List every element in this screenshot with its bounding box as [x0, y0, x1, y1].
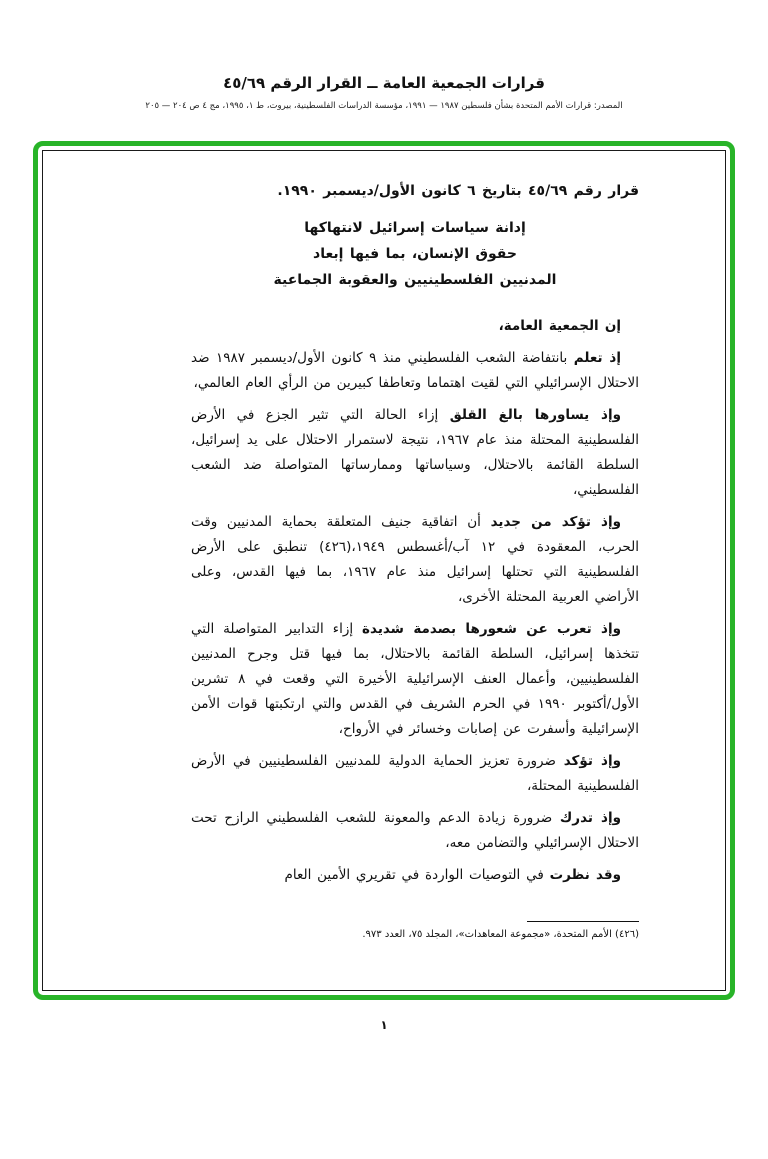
paragraph: وإذ تؤكد ضرورة تعزيز الحماية الدولية للمدنيين الفلسطينيين في الأرض الفلسطينية المحتلة،	[191, 753, 639, 794]
heading-line: إدانة سياسات إسرائيل لانتهاكها	[304, 220, 526, 236]
heading-line: المدنيين الفلسطينيين والعقوبة الجماعية	[273, 272, 557, 288]
paragraph-lead: إن الجمعية العامة،	[498, 318, 621, 334]
paragraph-lead: وإذ يساورها بالغ القلق	[449, 407, 621, 423]
green-border-frame	[33, 141, 735, 1000]
paragraph: وقد نظرت في التوصيات الواردة في تقريري الأمين العام	[284, 867, 621, 883]
page-header-title: قرارات الجمعية العامة ــ القرار الرقم ٤٥/٦٩	[223, 74, 545, 92]
paragraph: وإذ تعرب عن شعورها بصدمة شديدة إزاء التدابير المتواصلة التي تتخذها إسرائيل، السلطة القائمة بالاحتلال، بما فيها قتل وجرح المدنيين الفلسطينيين، وأعمال العنف الإسرائيلية الأخيرة التي وقعت في ٨ تشرين الأول/أكتوبر ١٩٩٠ في الحرم الشريف في القدس والتي ارتكبتها قوات الأمن الإسرائيلية وأسفرت عن إصابات وخسائر في الأرواح،	[191, 621, 639, 737]
footnote-rule	[527, 921, 639, 922]
source-citation: المصدر: قرارات الأمم المتحدة بشأن فلسطين ١٩٨٧ — ١٩٩١، مؤسسة الدراسات الفلسطينية، بيروت، ط ١، ١٩٩٥، مج ٤ ص ٢٠٤ — ٢٠٥	[145, 101, 623, 111]
paragraph: إذ تعلم بانتفاضة الشعب الفلسطيني منذ ٩ كانون الأول/ديسمبر ١٩٨٧ ضد الاحتلال الإسرائيلي التي لقيت اهتماما وتعاطفا كبيرين من الرأي العام العالمي،	[191, 350, 639, 391]
inner-border-frame	[42, 150, 726, 991]
footnote-text: (٤٢٦) الأمم المتحدة، «مجموعة المعاهدات»، المجلد ٧٥، العدد ٩٧٣.	[362, 929, 639, 940]
paragraph-lead: وإذ تعرب عن شعورها بصدمة شديدة	[362, 621, 621, 637]
paragraph-lead: إذ تعلم	[573, 350, 621, 366]
paragraph	[191, 314, 639, 339]
document-page	[0, 74, 768, 1032]
paragraph-lead: وقد نظرت	[549, 867, 621, 883]
paragraph: وإذ يساورها بالغ القلق إزاء الحالة التي تثير الجزع في الأرض الفلسطينية المحتلة منذ عام ١٩٦٧، نتيجة لاستمرار الاحتلال على يد إسرائيل، السلطة القائمة بالاحتلال، وسياساتها وممارساتها المتواصلة ضد الشعب الفلسطيني،	[191, 407, 639, 498]
paragraph: وإذ تدرك ضرورة زيادة الدعم والمعونة للشعب الفلسطيني الرازح تحت الاحتلال الإسرائيلي والتضامن معه،	[191, 810, 639, 851]
paragraph: وإذ تؤكد من جديد أن اتفاقية جنيف المتعلقة بحماية المدنيين وقت الحرب، المعقودة في ١٢ آب/أغسطس ١٩٤٩،(٤٢٦) تنطبق على الأرض الفلسطينية التي تحتلها إسرائيل منذ عام ١٩٦٧، بما فيها القدس، وعلى الأراضي العربية المحتلة الأخرى،	[191, 514, 639, 605]
paragraph-lead: وإذ تدرك	[559, 810, 621, 826]
resolution-heading	[191, 215, 639, 293]
resolution-title: قرار رقم ٤٥/٦٩ بتاريخ ٦ كانون الأول/ديسمبر ١٩٩٠.	[277, 183, 639, 199]
page-number: ١	[380, 1018, 388, 1032]
paragraph-lead: وإذ تؤكد من جديد	[490, 514, 621, 530]
footnote-block	[191, 897, 639, 940]
paragraph-lead: وإذ تؤكد	[563, 753, 621, 769]
heading-line: حقوق الإنسان، بما فيها إبعاد	[313, 246, 517, 262]
resolution-body	[191, 307, 639, 888]
